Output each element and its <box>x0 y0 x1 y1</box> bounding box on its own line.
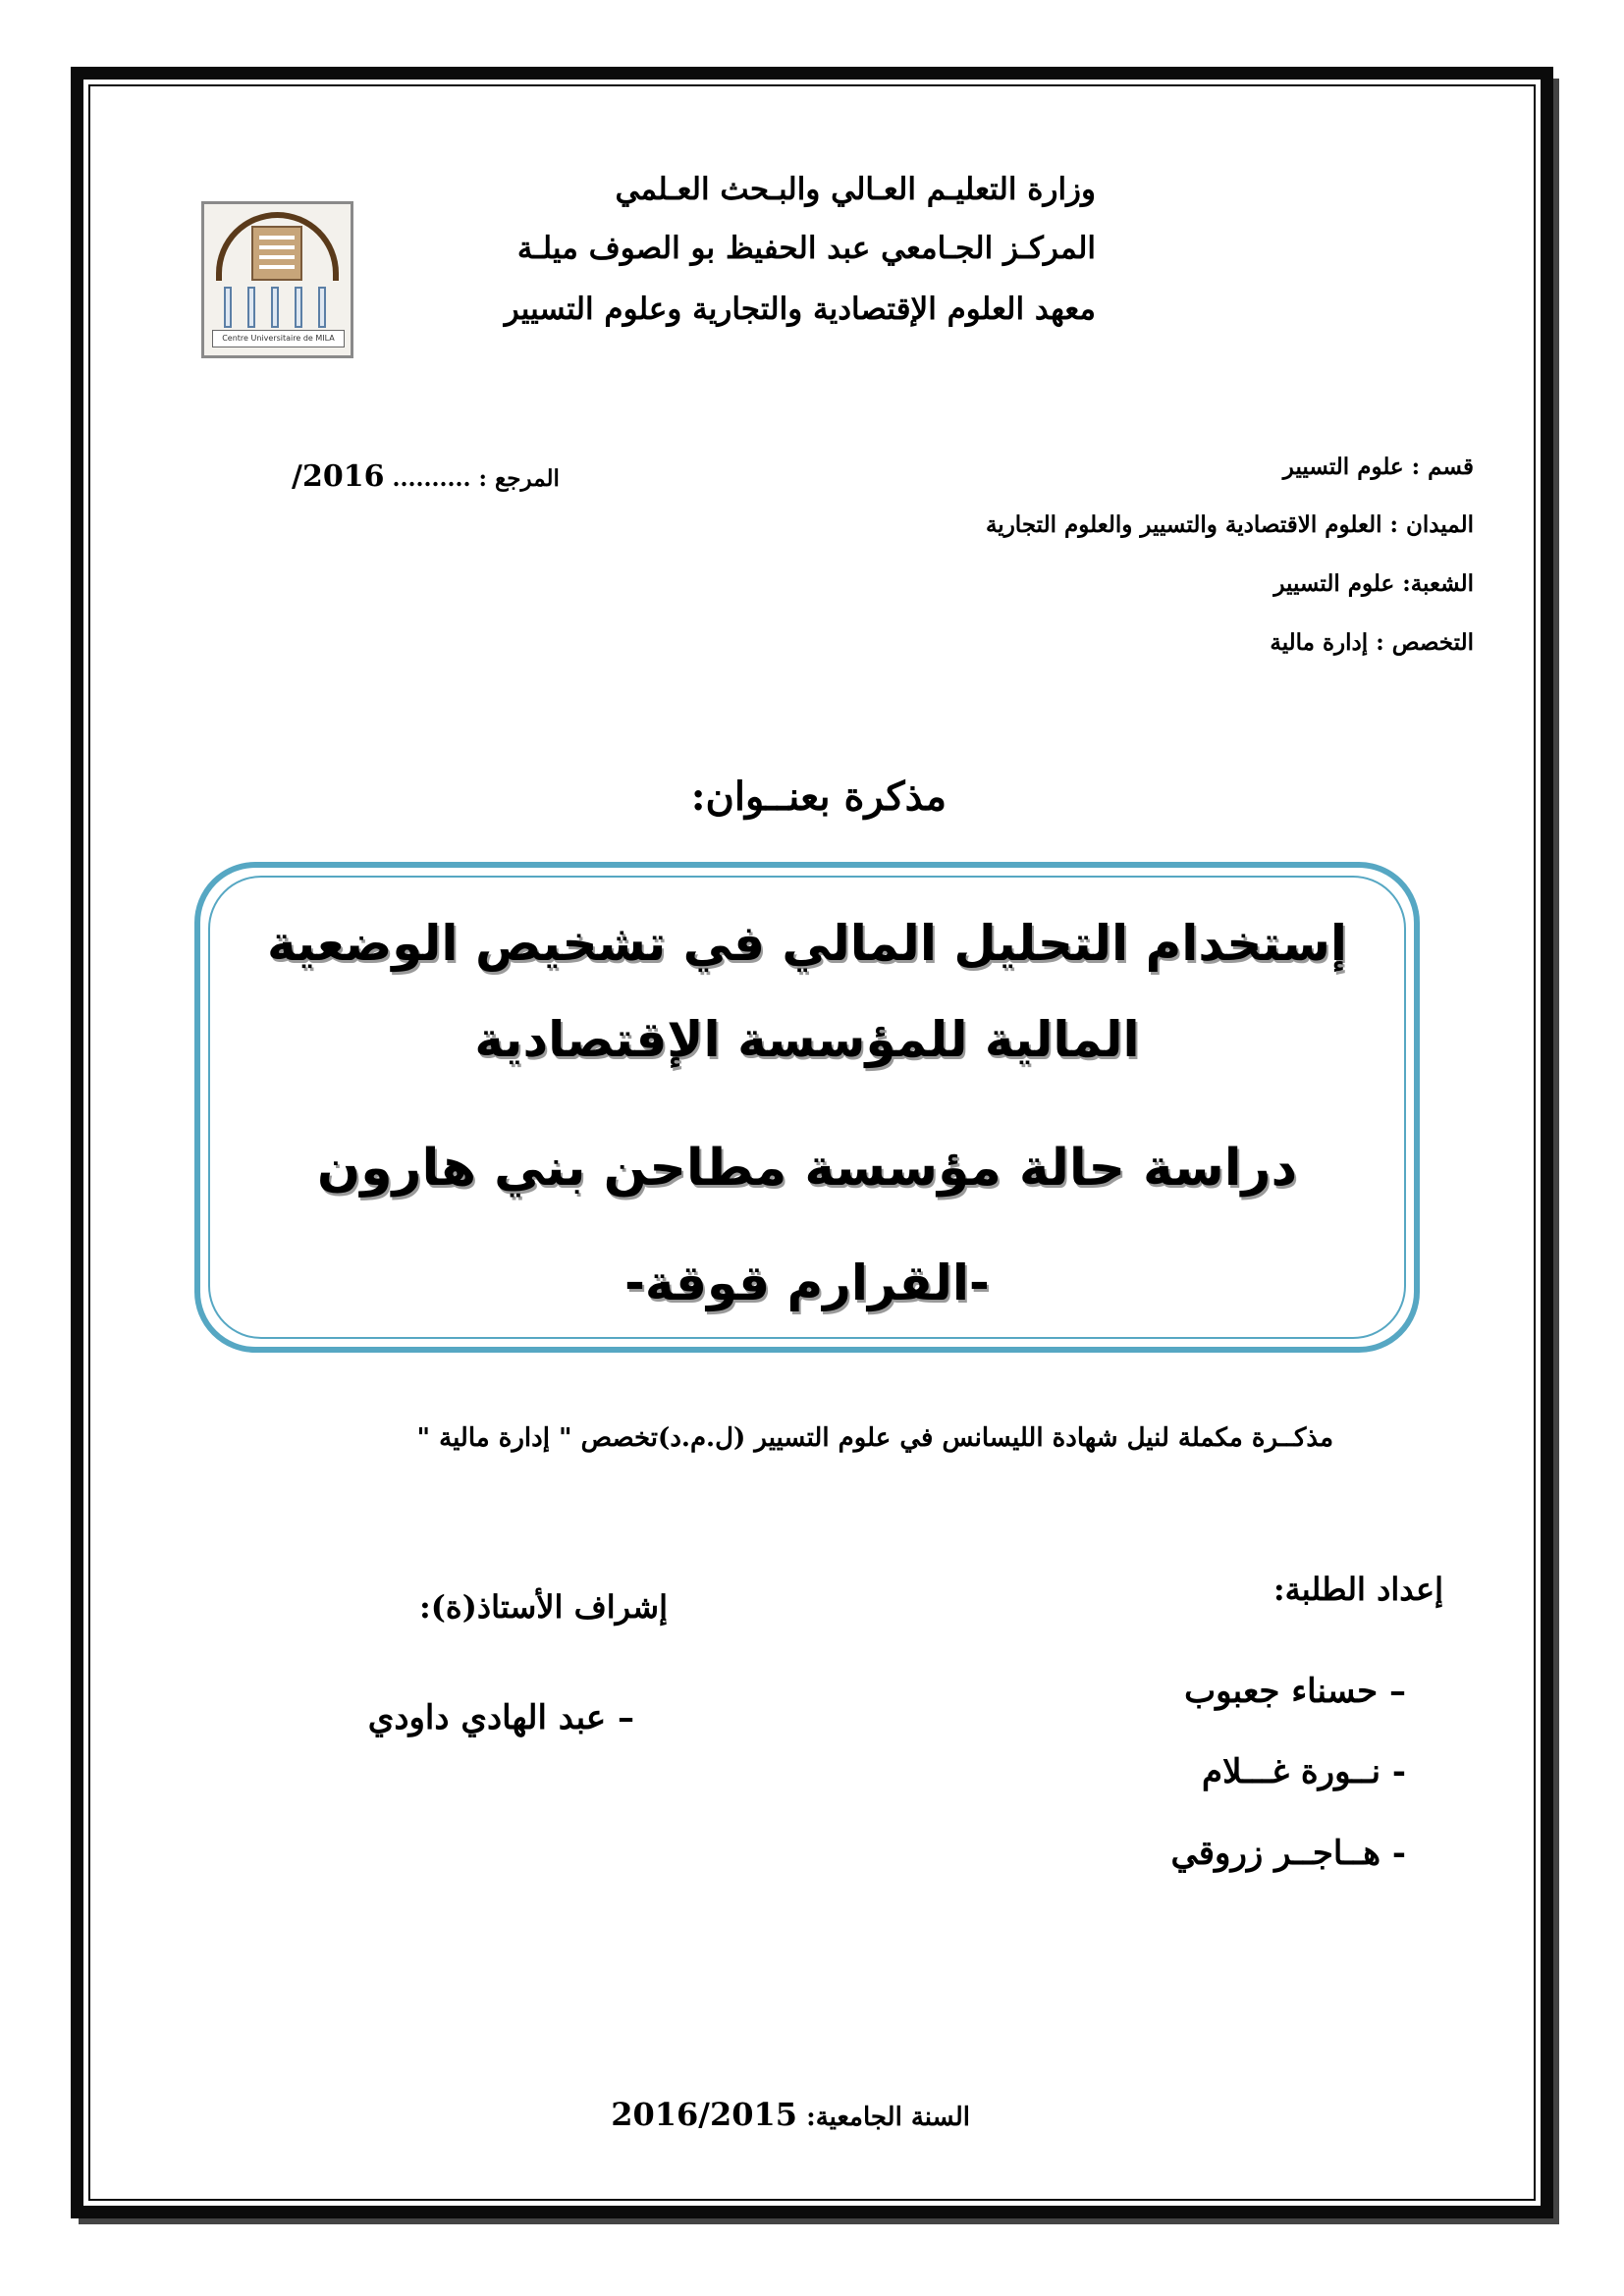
logo-columns <box>224 287 332 328</box>
logo-building <box>251 226 302 281</box>
field-line: الميدان : العلوم الاقتصادية والتسيير والعلوم التجارية <box>985 511 1474 538</box>
reference-label: المرجع : .......... <box>392 465 560 492</box>
university-line: المركـز الجـامعي عبد الحفيظ بو الصوف ميلـة <box>516 231 1096 266</box>
academic-year-label: السنة الجامعية: <box>806 2103 970 2132</box>
student-name: - نــورة غـــلام <box>1202 1752 1406 1791</box>
students-label: إعداد الطلبة: <box>1272 1571 1443 1608</box>
degree-subtitle: مذكــرة مكملة لنيل شهادة الليسانس في علوم التسيير (ل.م.د)تخصص " إدارة مالية " <box>416 1423 1333 1453</box>
title-line-2: المالية للمؤسسة الإقتصادية <box>474 1011 1140 1068</box>
memo-heading: مذكرة بعنــوان: <box>690 774 947 820</box>
ministry-line: وزارة التعليـم العـالي والبـحث العـلمي <box>615 172 1096 207</box>
branch-line: الشعبة: علوم التسيير <box>1273 570 1474 597</box>
academic-year <box>611 2096 970 2133</box>
title-line-1: إستخدام التحليل المالي في تشخيص الوضعية <box>267 915 1347 972</box>
company-location-line: -القرارم قوقة- <box>624 1255 990 1311</box>
case-study-line: دراسة حالة مؤسسة مطاحن بني هارون <box>316 1139 1298 1198</box>
specialty-line: التخصص : إدارة مالية <box>1270 629 1474 656</box>
reference <box>292 459 560 494</box>
frame-shadow-bottom <box>79 2218 1559 2224</box>
institute-line: معهد العلوم الإقتصادية والتجارية وعلوم التسيير <box>504 292 1096 327</box>
academic-year-value: 2016/2015 <box>611 2096 798 2133</box>
student-name: - هــاجــر زروقي <box>1170 1834 1406 1873</box>
supervisor-name: – عبد الهادي داودي <box>367 1698 634 1737</box>
department-line: قسم : علوم التسيير <box>1282 454 1474 480</box>
university-logo <box>201 201 353 358</box>
reference-year: /2016 <box>292 459 385 494</box>
supervisor-label: إشراف الأستاذ(ة): <box>418 1588 668 1626</box>
student-name: – حسناء جعبوب <box>1184 1672 1406 1711</box>
logo-caption: Centre Universitaire de MILA <box>212 330 345 347</box>
frame-shadow-right <box>1553 79 1559 2224</box>
